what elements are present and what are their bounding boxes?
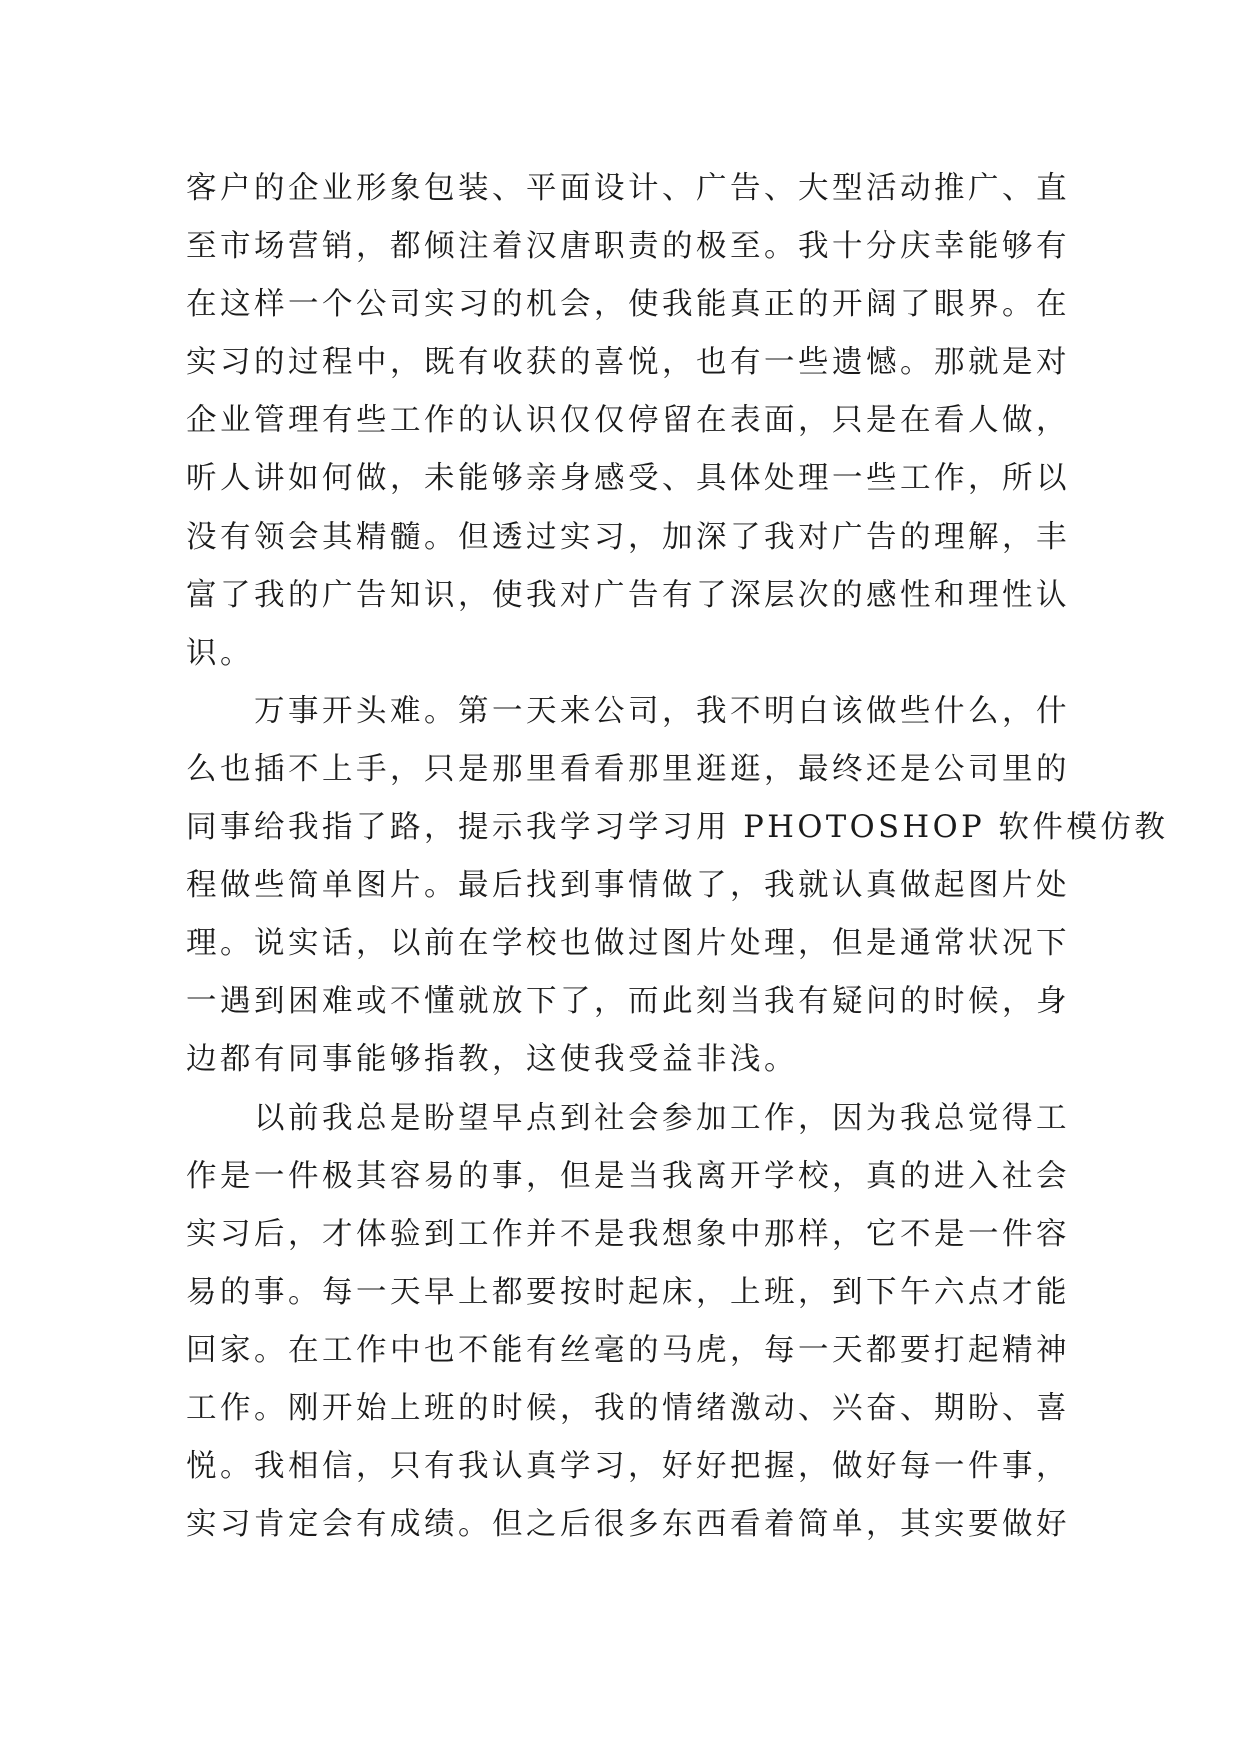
text-line: 客户的企业形象包装、平面设计、广告、大型活动推广、直 [186, 171, 1070, 206]
text-line: 在这样一个公司实习的机会，使我能真正的开阔了眼界。在 [186, 287, 1070, 323]
text-line: 富了我的广告知识，使我对广告有了深层次的感性和理性认 [186, 577, 1070, 613]
paragraph [186, 683, 1169, 1090]
text-line: 实习肯定会有成绩。但之后很多东西看着简单，其实要做好 [186, 1507, 1070, 1543]
paragraph [186, 1090, 1070, 1555]
text-line: 回家。在工作中也不能有丝毫的马虎，每一天都要打起精神 [186, 1332, 1070, 1368]
text-line-first: 万事开头难。第一天来公司，我不明白该做些什么，什 [254, 693, 1070, 729]
text-line: 至市场营销，都倾注着汉唐职责的极至。我十分庆幸能够有 [186, 229, 1070, 265]
text-line: 同事给我指了路，提示我学习学习用 PHOTOSHOP 软件模仿教 [186, 810, 1169, 846]
text-line: 边都有同事能够指教，这使我受益非浅。 [186, 1042, 798, 1078]
text-line: 易的事。每一天早上都要按时起床，上班，到下午六点才能 [186, 1274, 1070, 1310]
text-line: 识。 [186, 635, 254, 671]
text-line: 一遇到困难或不懂就放下了，而此刻当我有疑问的时候，身 [186, 984, 1070, 1020]
text-line: 实习后，才体验到工作并不是我想象中那样，它不是一件容 [186, 1216, 1070, 1252]
text-line: 企业管理有些工作的认识仅仅停留在表面，只是在看人做， [186, 403, 1070, 439]
text-line: 作是一件极其容易的事，但是当我离开学校，真的进入社会 [186, 1158, 1070, 1194]
text-line: 工作。刚开始上班的时候，我的情绪激动、兴奋、期盼、喜 [186, 1390, 1070, 1426]
text-line: 理。说实话，以前在学校也做过图片处理，但是通常状况下 [186, 926, 1070, 962]
text-line: 程做些简单图片。最后找到事情做了，我就认真做起图片处 [186, 868, 1070, 904]
paragraph [186, 160, 1070, 683]
text-line-first: 以前我总是盼望早点到社会参加工作，因为我总觉得工 [254, 1100, 1070, 1136]
text-line: 悦。我相信，只有我认真学习，好好把握，做好每一件事， [186, 1449, 1070, 1485]
text-line: 没有领会其精髓。但透过实习，加深了我对广告的理解，丰 [186, 519, 1070, 555]
text-line: 么也插不上手，只是那里看看那里逛逛，最终还是公司里的 [186, 751, 1070, 787]
text-line: 听人讲如何做，未能够亲身感受、具体处理一些工作，所以 [186, 461, 1070, 497]
text-line: 实习的过程中，既有收获的喜悦，也有一些遗憾。那就是对 [186, 345, 1070, 381]
document-body [186, 160, 1169, 1554]
